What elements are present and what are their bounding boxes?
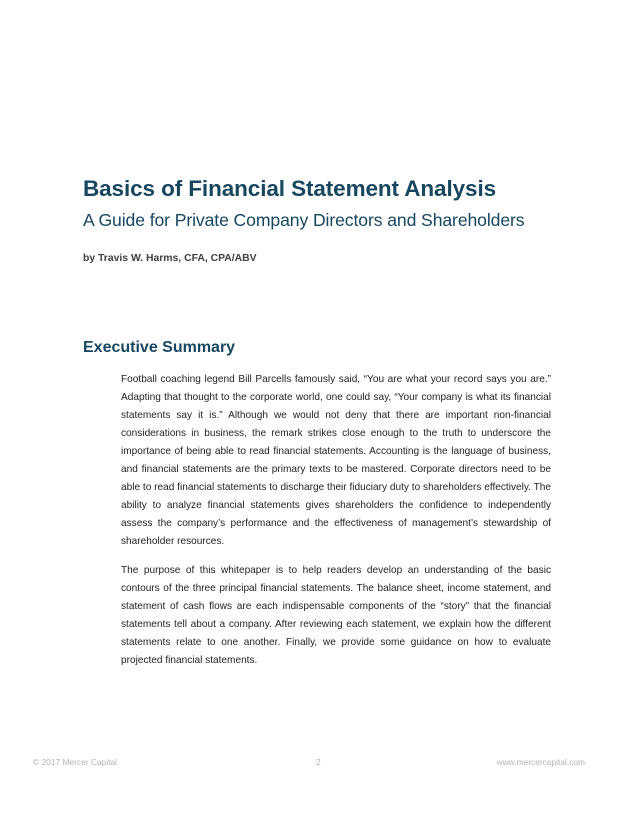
body-paragraph: The purpose of this whitepaper is to help readers develop an understanding of the basic contours of the three principal financial statements. The balance sheet, income statement, and statement of cash flows are each indispensable components of the “story” that the financial statements tell about a company. After reviewing each statement, we explain how the different statements relate to one another. Finally, we provide some guidance on how to evaluate projected financial statements.	[121, 565, 551, 666]
footer-website-link[interactable]: www.mercercapital.com	[496, 757, 585, 767]
author-byline: by Travis W. Harms, CFA, CPA/ABV	[83, 253, 257, 264]
footer-page-number: 2	[316, 757, 321, 767]
executive-summary-body	[121, 371, 551, 681]
body-paragraph: Football coaching legend Bill Parcells famously said, “You are what your record says you are.” Adapting that thought to the corporate world, one could say, “Your company is what its financial statements say it is.” Although we would not deny that there are important non-financial considerations in business, the remark strikes close enough to the truth to underscore the importance of being able to read financial statements. Accounting is the language of business, and financial statements are the primary texts to be mastered. Corporate directors need to be able to read financial statements to discharge their fiduciary duty to shareholders effectively. The ability to analyze financial statements gives shareholders the confidence to independently assess the company’s performance and the effectiveness of management’s stewardship of shareholder resources.	[121, 374, 551, 547]
document-subtitle: A Guide for Private Company Directors and Shareholders	[83, 210, 525, 230]
section-heading-executive-summary: Executive Summary	[83, 339, 236, 356]
footer-copyright: © 2017 Mercer Capital	[33, 757, 117, 767]
document-title: Basics of Financial Statement Analysis	[83, 176, 497, 201]
